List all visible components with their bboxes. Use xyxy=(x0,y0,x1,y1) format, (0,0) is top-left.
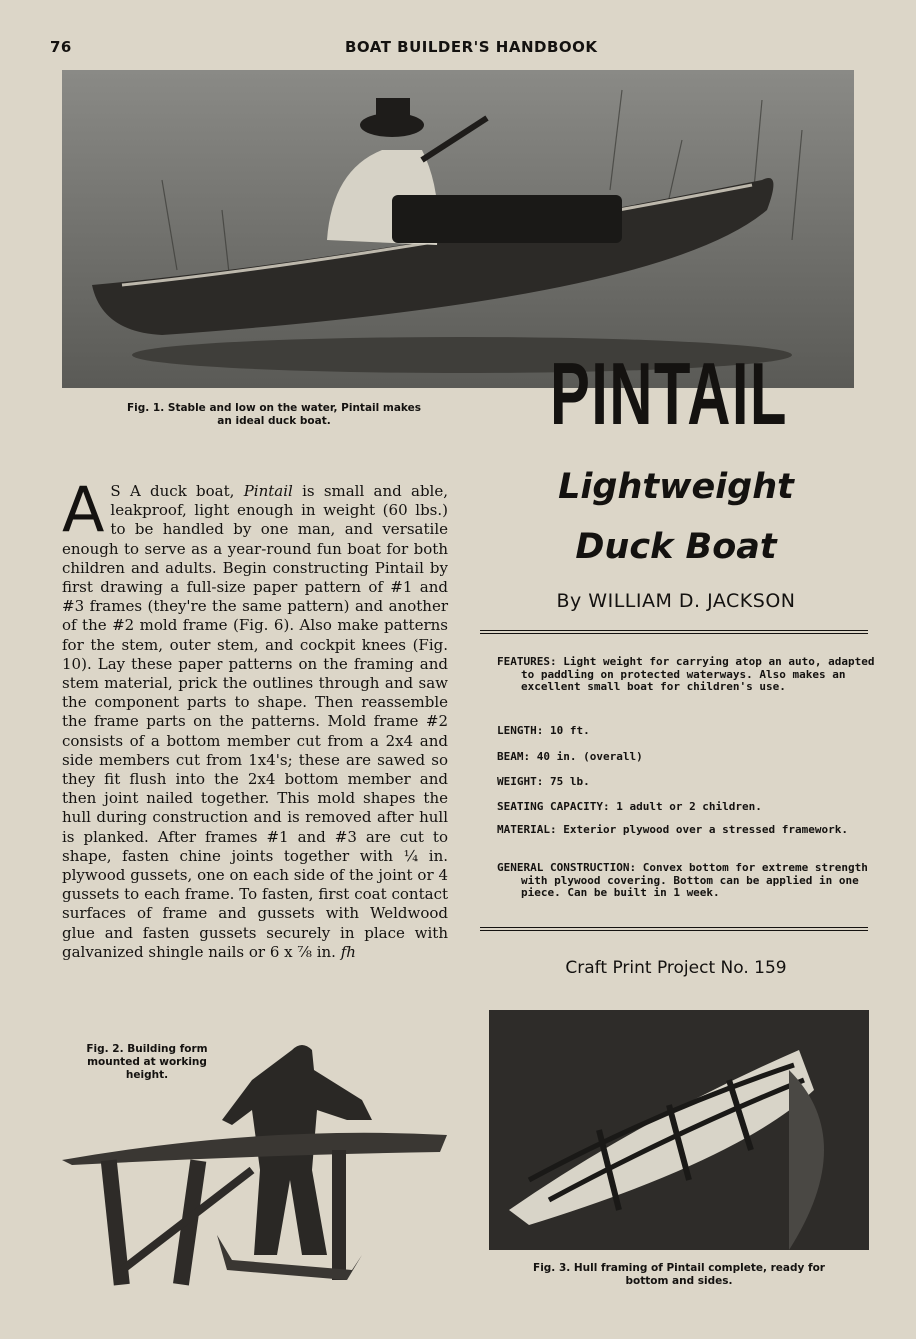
article-body-text: is small and able, leakproof, light enough in weight (60 lbs.) to be handled by one man, and versatile enough to serve as a year-round fun boat for both children and adults. Begin constructing Pintail by first drawing a full-size paper pattern of #1 and #3 frames (they're the same pattern) and another of the #2 mold frame (Fig. 6). Also make patterns for the stem, outer stem, and cockpit knees (Fig. 10). Lay these paper patterns on the framing and stem material, prick the outlines through and saw the component parts to shape. Then reassemble the frame parts on the patterns. Mold frame #2 consists of a bottom member cut from a 2x4 and side members cut from 1x4's; these are sawed so they fit flush into the 2x4 bottom member and then joint nailed together. This mold shapes the hull during construction and is removed after hull is planked. After frames #1 and #3 are cut to shape, fasten chine joints together with ¼ in. plywood gussets, one on each side of the joint or 4 gussets to each frame. To fasten, first coat contact surfaces of frame and gussets with Weldwood glue and fasten gussets securely in place with galvanized shingle nails or 6 x ⅞ in. xyxy=(62,482,448,961)
features-value: Light weight for carrying atop an auto, adapted to paddling on protected waterways. Also makes an excellent small boat for children's use. xyxy=(521,655,875,693)
fig3-caption xyxy=(489,1262,869,1288)
seating-value: 1 adult or 2 children. xyxy=(616,800,762,813)
spec-material xyxy=(497,824,889,837)
construction-label: GENERAL CONSTRUCTION: xyxy=(497,861,637,874)
material-value: Exterior plywood over a stressed framework. xyxy=(563,823,849,836)
fig1-photo xyxy=(62,70,854,388)
fig3-caption-line2: bottom and sides. xyxy=(625,1275,733,1287)
material-label: MATERIAL: xyxy=(497,823,557,836)
article-lead: S A duck boat, xyxy=(110,482,244,500)
features-label: FEATURES: xyxy=(497,655,557,668)
fig3-photo xyxy=(489,1010,869,1250)
article-lead-italic: Pintail xyxy=(243,482,293,500)
construction-value: Convex bottom for extreme strength with plywood covering. Bottom can be applied in one piece. Can be built in 1 week. xyxy=(521,861,868,899)
craft-print-project: Craft Print Project No. 159 xyxy=(565,958,787,978)
subtitle-line1: Lightweight xyxy=(558,467,794,507)
spec-length xyxy=(497,725,865,738)
fig3-caption-line1: Fig. 3. Hull framing of Pintail complete, ready for xyxy=(533,1262,825,1274)
spec-seating xyxy=(497,801,865,814)
fig2-photo xyxy=(62,1040,447,1295)
fig2-caption-line3: height. xyxy=(125,1069,169,1081)
rule-top xyxy=(480,630,868,634)
fig1-caption-line2: an ideal duck boat. xyxy=(217,415,331,427)
article-body xyxy=(62,473,448,962)
article-title: PINTAIL xyxy=(550,344,788,443)
length-value: 10 ft. xyxy=(549,724,590,737)
spec-construction xyxy=(497,862,889,900)
length-label: LENGTH: xyxy=(497,724,544,737)
weight-value: 75 lb. xyxy=(549,775,590,788)
fig2-caption-line1: Fig. 2. Building form xyxy=(86,1043,208,1055)
drop-cap: A xyxy=(62,473,105,546)
beam-label: BEAM: xyxy=(497,750,531,763)
seating-label: SEATING CAPACITY: xyxy=(497,800,610,813)
rule-bottom xyxy=(480,927,868,931)
spec-weight xyxy=(497,776,865,789)
weight-label: WEIGHT: xyxy=(497,775,544,788)
spec-features xyxy=(497,656,889,694)
running-title: BOAT BUILDER'S HANDBOOK xyxy=(345,38,598,56)
article-tail-italic: fh xyxy=(340,942,356,961)
page-number: 76 xyxy=(50,38,72,56)
fig1-caption-line1: Fig. 1. Stable and low on the water, Pintail makes xyxy=(127,402,421,414)
spec-beam xyxy=(497,751,865,764)
byline: By WILLIAM D. JACKSON xyxy=(556,590,796,612)
beam-value: 40 in. (overall) xyxy=(536,750,643,763)
fig2-caption-line2: mounted at working xyxy=(87,1056,207,1068)
fig1-caption xyxy=(84,402,464,428)
subtitle-line2: Duck Boat xyxy=(575,527,777,567)
